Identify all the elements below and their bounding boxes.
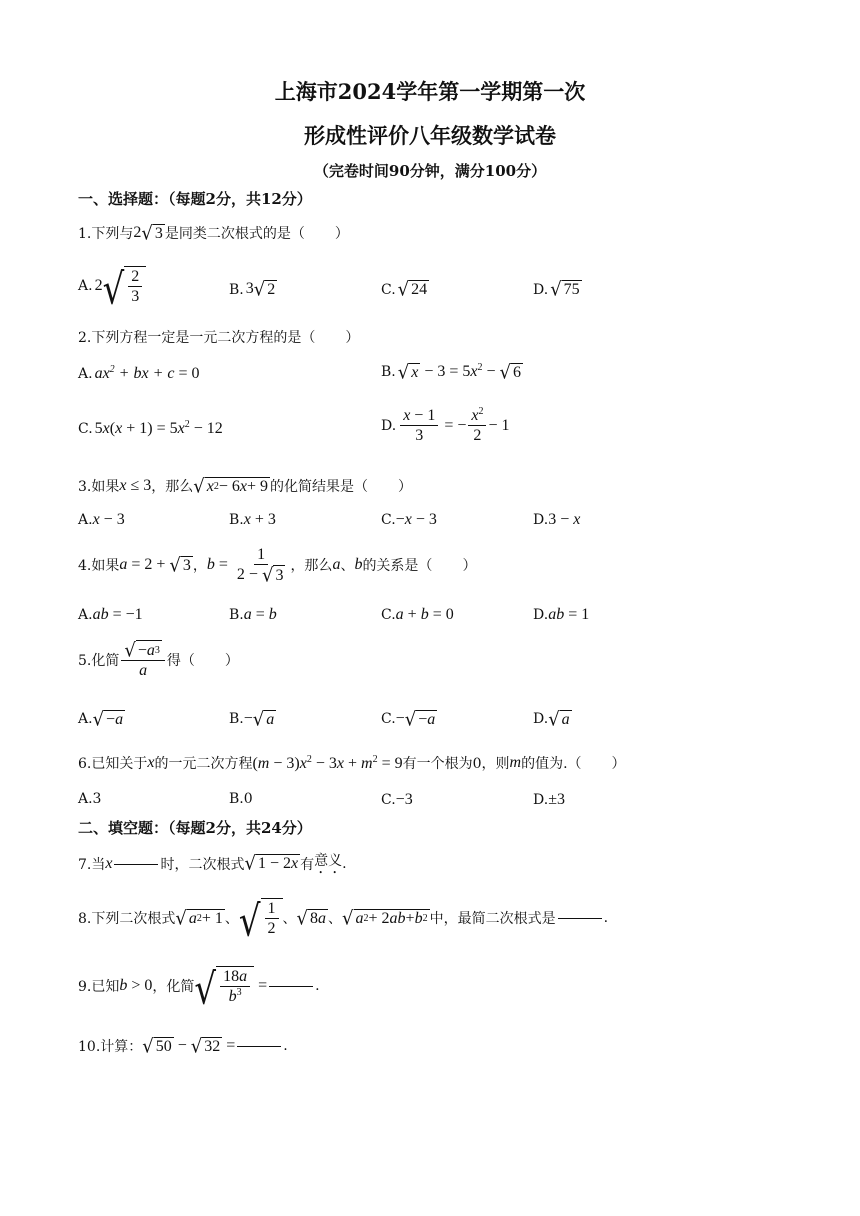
question-6: 6.已知关于 x 的一元二次方程 $(m - 3)x^2 - 3x + m^2 = 9$ 有一个根为0，则 m 的值为.（ ）	[78, 753, 626, 772]
q5-option-a: A. √ − a	[78, 708, 124, 731]
q3-option-a: A.x − 3	[78, 511, 125, 528]
q4-option-d: D.ab = 1	[533, 606, 590, 623]
q6-option-b: B.0	[229, 791, 253, 807]
q1-option-d: D. √ 75	[533, 278, 580, 301]
exam-title-line1: 上海市2024学年第一学期第一次	[274, 79, 586, 104]
q1-option-b: B. 3 √ 2	[229, 278, 276, 301]
q1-text-post: 是同类二次根式的是（	[164, 226, 305, 242]
q4-option-a: A.ab = −1	[78, 606, 143, 623]
section-fill-heading: 二、填空题：（每题2分，共24分）	[78, 819, 312, 837]
q3-option-b: B.x + 3	[229, 511, 276, 528]
q6-option-d: D.±3	[533, 791, 565, 808]
q1-option-a: A. 2 √ $\frac{2}{3}$	[78, 266, 146, 306]
q9-answer-blank[interactable]	[269, 985, 313, 987]
q2-option-b: B. √ x − $3 = 5x^2$ − √ 6	[381, 361, 522, 384]
q1-expr: 2 √ 3	[133, 221, 163, 245]
q2-option-c: C. $5x(x + 1) = 5x^2 - 12$	[78, 419, 223, 437]
question-2: 2.下列方程一定是一元二次方程的是（ ）	[78, 330, 360, 346]
question-4: 4.如果 a = 2 + √ 3 ， b = 1 2 − √ 3 ，那么 a 、 b 的关系是（ ）	[78, 546, 477, 588]
q2-option-d: D. $\frac{x - 1}{3}$ = − $\frac{x^2}{2}$ − 1	[381, 406, 510, 445]
q3-option-c: C.−x − 3	[381, 511, 437, 528]
q1-option-c: C. √ 24	[381, 278, 428, 301]
question-9: 9.已知 b > 0 ，化简 √ $\frac{18a}{b^3}$ = .	[78, 965, 320, 1016]
exam-title-line2: 形成性评价八年级数学试卷	[304, 123, 556, 148]
q3-option-d: D.3 − x	[533, 511, 581, 528]
q5-option-c: C.− √ − a	[381, 708, 436, 731]
question-10: 10.计算： √ 50 − √ 32 = .	[78, 1034, 288, 1058]
q2-option-a: A. $ax^2$ + bx + c = 0	[78, 364, 200, 382]
q7-answer-blank[interactable]	[114, 863, 158, 865]
q6-option-a: A.3	[78, 791, 102, 807]
question-7: 7.当 x 时，二次根式 √ 1 − 2 x 有 意义 .	[78, 852, 347, 875]
question-8: 8.下列二次根式 √ a 2 + 1 、 √ $\frac{1}{2}$ 、 √ 8 a 、 √ a 2 + 2 ab + b 2 中，最简二次根式是 .	[78, 897, 609, 948]
q4-option-c: C.a + b = 0	[381, 606, 454, 623]
q1-text-pre: 1.下列与	[78, 226, 134, 242]
q4-option-b: B.a = b	[229, 606, 277, 623]
q6-option-c: C.−3	[381, 791, 413, 808]
question-1: 1.下列与 2 √ 3 是同类二次根式的是（ ）	[78, 221, 349, 245]
q5-option-d: D. √ a	[533, 708, 570, 731]
q8-answer-blank[interactable]	[558, 917, 602, 919]
question-5: 5.化简 √ − a 3 a 得（ ）	[78, 639, 239, 680]
q10-answer-blank[interactable]	[237, 1045, 281, 1047]
q5-option-b: B.− √ a	[229, 708, 275, 731]
exam-time-note: （完卷时间90分钟，满分100分）	[313, 162, 547, 180]
question-3: 3.如果 x ≤ 3 ，那么 √ x 2 − 6 x + 9 的化简结果是（ ）	[78, 474, 413, 498]
section-choice-heading: 一、选择题：（每题2分，共12分）	[78, 190, 312, 208]
